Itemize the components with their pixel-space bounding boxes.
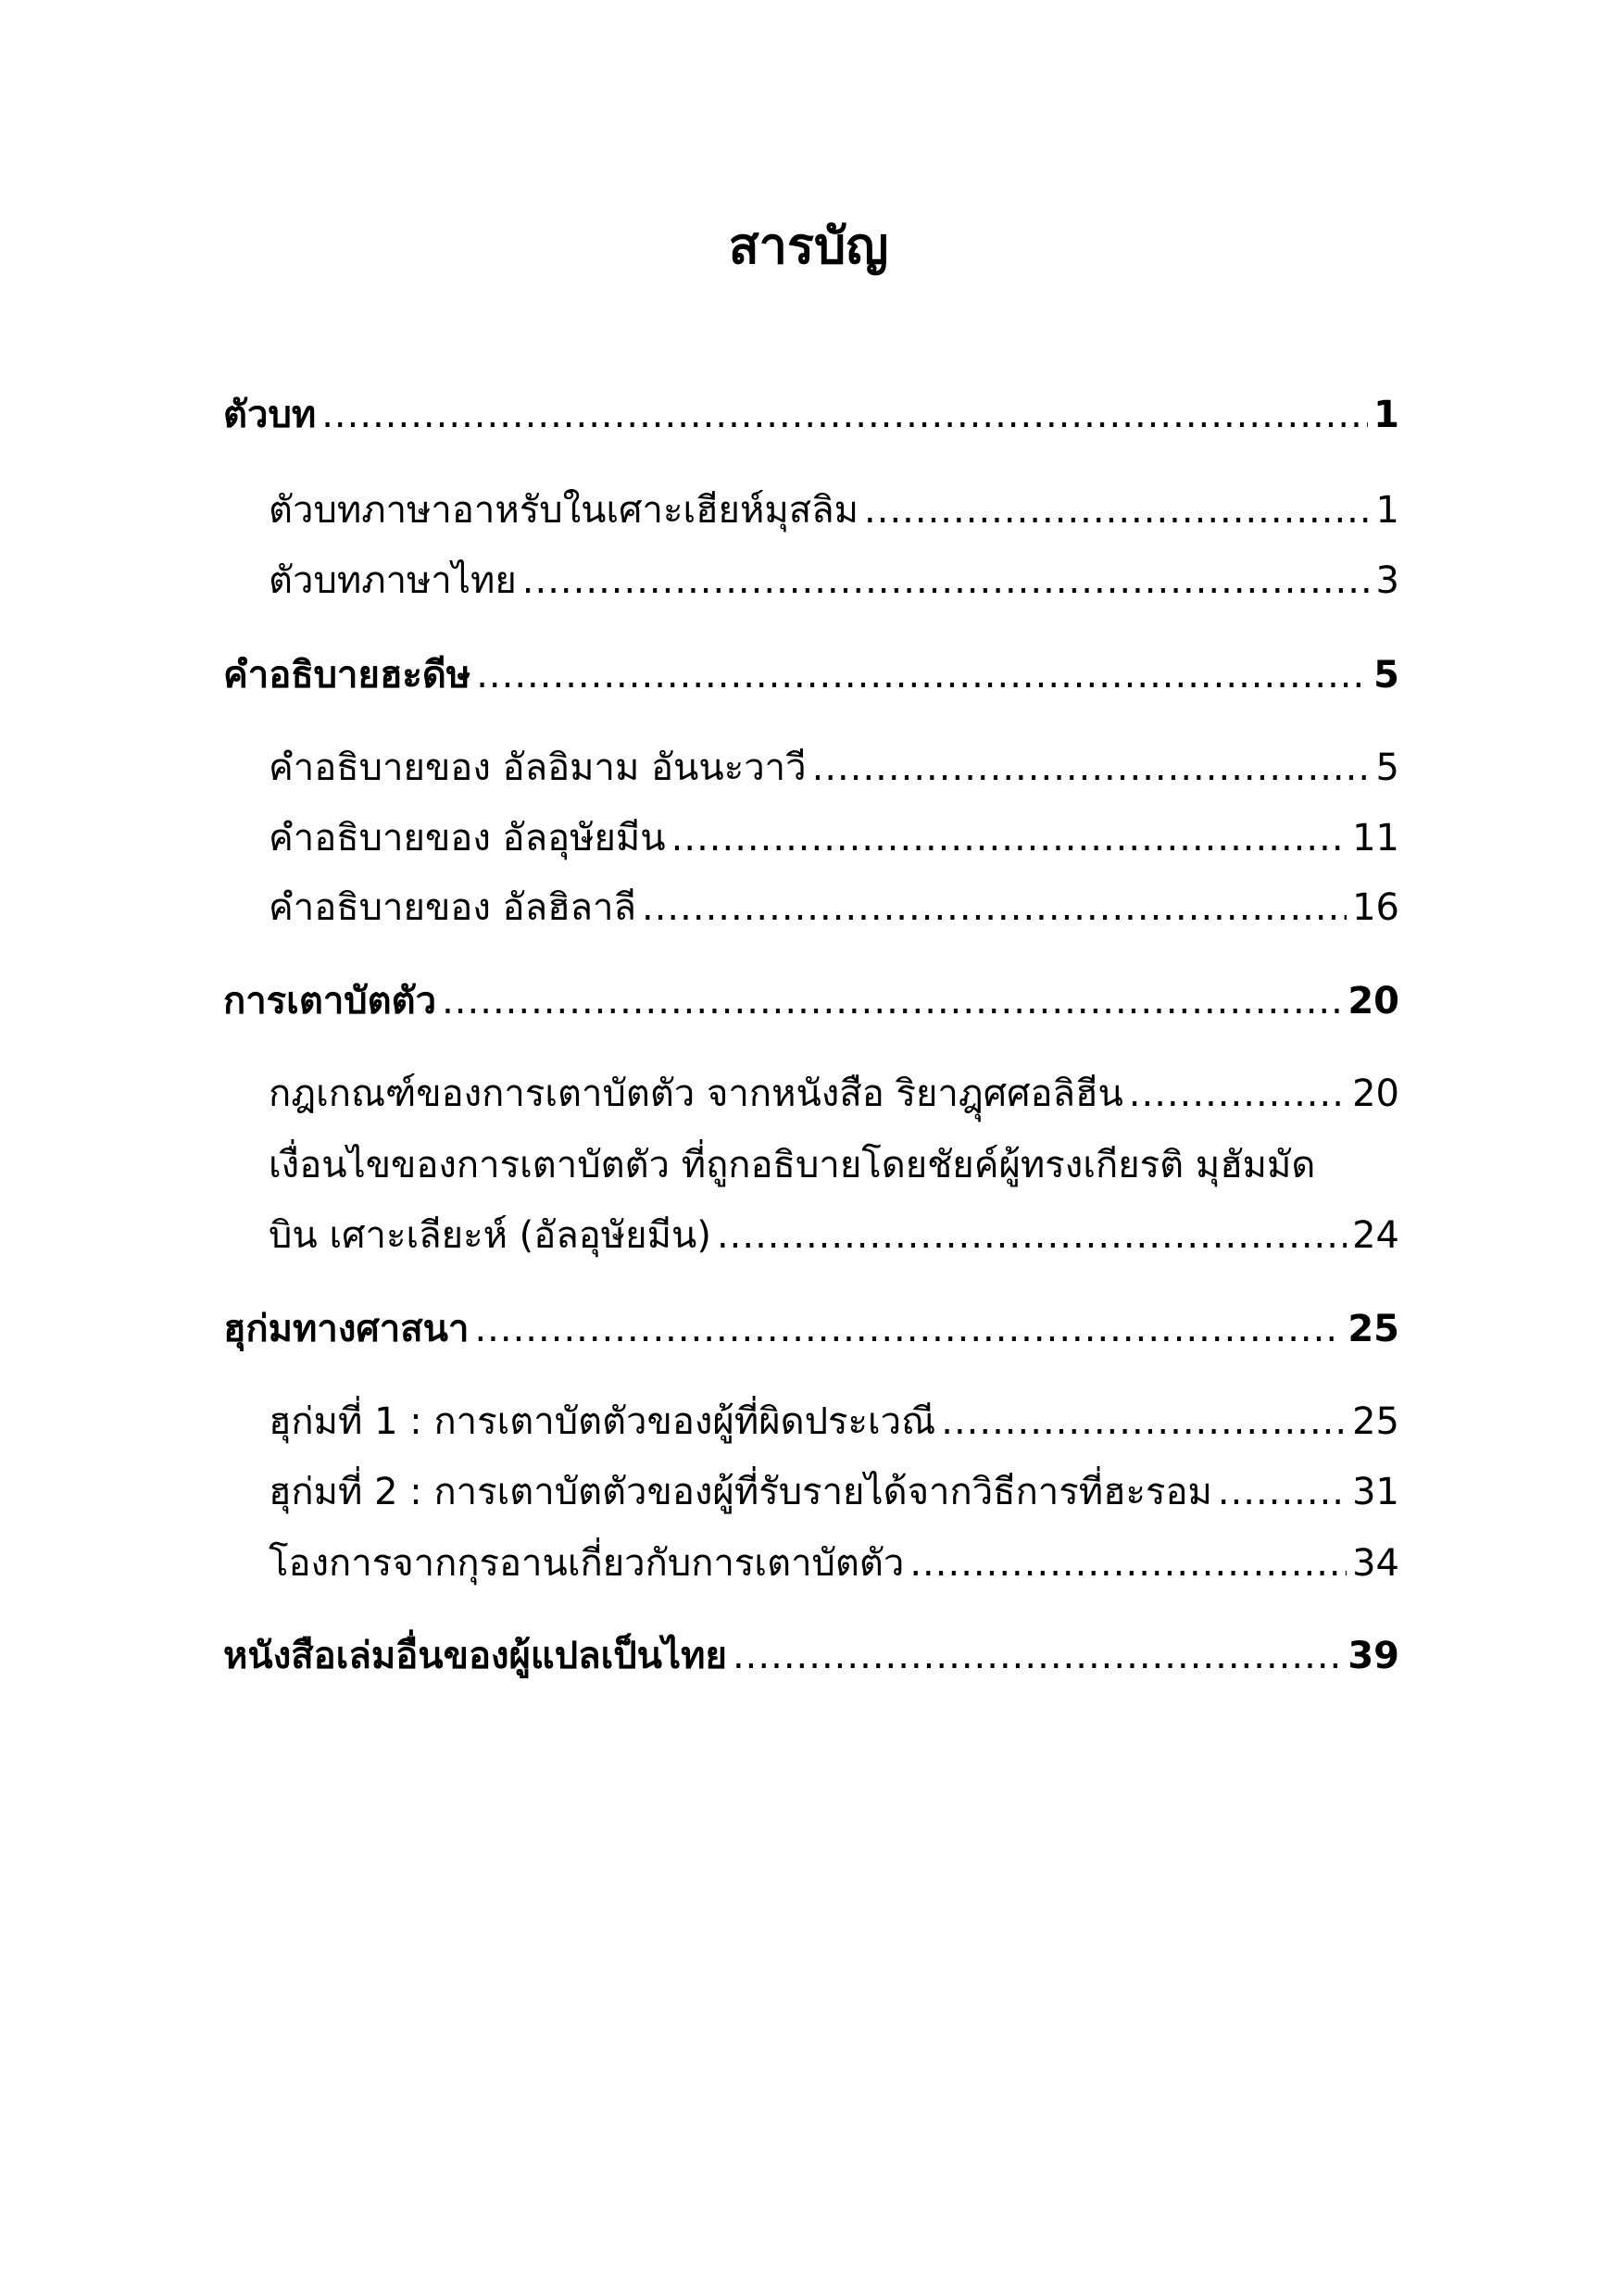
toc-page: 5	[1373, 654, 1399, 696]
toc-entry[interactable]	[269, 1391, 1399, 1450]
dot-leader	[717, 1214, 1347, 1257]
toc-label: คำอธิบายของ อัลอิมาม อันนะวาวี	[269, 747, 807, 789]
toc-entry[interactable]	[269, 1533, 1399, 1592]
toc-label: หนังสือเล่มอื่นของผู้แปลเป็นไทย	[223, 1635, 727, 1677]
toc-entry[interactable]	[269, 877, 1399, 936]
toc-heading[interactable]	[223, 645, 1399, 704]
toc-entry[interactable]	[269, 737, 1399, 797]
toc-page: 24	[1352, 1214, 1399, 1257]
toc-label: คำอธิบายของ อัลอุษัยมีน	[269, 817, 666, 859]
dot-leader	[522, 559, 1371, 602]
toc-page: 25	[1352, 1400, 1399, 1443]
toc-entry[interactable]	[269, 808, 1399, 867]
toc-page: 34	[1352, 1542, 1399, 1585]
dot-leader	[909, 1542, 1347, 1585]
toc-page: 11	[1352, 817, 1399, 859]
toc-page: 20	[1352, 1073, 1399, 1115]
dot-leader	[733, 1635, 1342, 1677]
toc-entry[interactable]	[269, 1205, 1399, 1264]
toc-page: 39	[1348, 1635, 1399, 1677]
toc-label: ตัวบท	[223, 394, 317, 436]
toc-label: ฮุก่มที่ 2 : การเตาบัตตัวของผู้ที่รับรายได้จากวิธีการที่ฮะรอม	[269, 1471, 1212, 1513]
toc-heading[interactable]	[223, 1299, 1399, 1358]
toc-label: คำอธิบายของ อัลฮิลาลี	[269, 886, 636, 929]
dot-leader	[864, 489, 1371, 532]
toc-page: 1	[1373, 394, 1399, 436]
toc-label: ฮุก่มที่ 1 : การเตาบัตตัวของผู้ที่ผิดประเวณี	[269, 1400, 936, 1443]
toc-page: 5	[1375, 747, 1399, 789]
dot-leader	[1218, 1471, 1347, 1513]
toc-entry[interactable]	[269, 480, 1399, 539]
toc-label: โองการจากกุรอานเกี่ยวกับการเตาบัตตัว	[269, 1542, 905, 1585]
dot-leader	[812, 747, 1371, 789]
toc-page: 20	[1348, 980, 1399, 1023]
toc-heading[interactable]	[223, 384, 1399, 444]
toc-label: การเตาบัตตัว	[223, 980, 437, 1023]
toc-label: กฎเกณฑ์ของการเตาบัตตัว จากหนังสือ ริยาฎุศศอลิฮีน	[269, 1073, 1123, 1115]
toc-page: 31	[1352, 1471, 1399, 1513]
dot-leader	[642, 886, 1347, 929]
toc-label: คำอธิบายฮะดีษ	[223, 654, 471, 696]
toc-label: ตัวบทภาษาอาหรับในเศาะเฮียห์มุสลิม	[269, 489, 859, 532]
toc-page: 25	[1348, 1308, 1399, 1350]
dot-leader	[442, 980, 1342, 1023]
toc-entry[interactable]	[269, 1462, 1399, 1521]
dot-leader	[474, 1308, 1342, 1350]
dot-leader	[321, 394, 1368, 436]
page-title: สารบัญ	[728, 217, 889, 275]
dot-leader	[671, 817, 1347, 859]
toc-label: ฮุก่มทางศาสนา	[223, 1308, 470, 1350]
dot-leader	[476, 654, 1368, 696]
toc-page: 16	[1352, 886, 1399, 929]
dot-leader	[941, 1400, 1347, 1443]
toc-heading[interactable]	[223, 971, 1399, 1030]
toc-heading[interactable]	[223, 1625, 1399, 1685]
dot-leader	[1129, 1073, 1347, 1115]
toc-label: บิน เศาะเลียะห์ (อัลอุษัยมีน)	[269, 1214, 711, 1257]
toc-label: ตัวบทภาษาไทย	[269, 559, 517, 602]
toc-entry-line1[interactable]: เงื่อนไขของการเตาบัตตัว ที่ถูกอธิบายโดยชัยค์ผู้ทรงเกียรติ มุฮัมมัด	[269, 1144, 1316, 1186]
toc-page: 3	[1375, 559, 1399, 602]
toc-entry[interactable]	[269, 1063, 1399, 1123]
toc-entry[interactable]	[269, 550, 1399, 609]
toc-page: 1	[1375, 489, 1399, 532]
